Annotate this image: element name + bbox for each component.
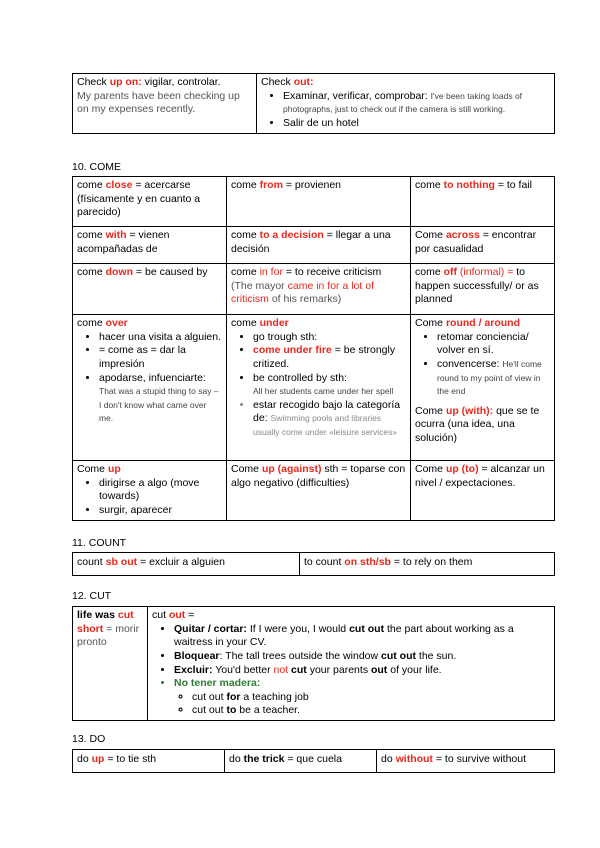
come-round-cell: Come round / around • retomar conciencia/ volver en sí. • convencerse: He'll come round to my point of view in the end Come up (with): que se te ocurra (una idea, una solución)	[411, 315, 555, 461]
cut-short-cell: life was cut short = morir pronto	[73, 607, 148, 721]
check-up-on-cell: Check up on: vigilar, controlar. My parents have been checking up on my expenses recently.	[73, 74, 257, 134]
count-sb-out-cell: count sb out = excluir a alguien	[73, 553, 300, 576]
come-down-cell: come down = be caused by	[73, 264, 227, 315]
list-item: • Excluir: You'd better not cut your parents out of your life.	[174, 664, 550, 678]
list-item: ◦ cut out for a teaching job	[192, 691, 550, 705]
list-item: • retomar conciencia/ volver en sí.	[437, 331, 550, 358]
come-to-nothing-cell: come to nothing = to fail	[411, 177, 555, 227]
section-heading-do: 13. DO	[72, 733, 106, 745]
list-item: • No tener madera: ◦ cut out for a teaching job ◦ cut out to be a teacher.	[174, 677, 550, 718]
come-in-for-cell: come in for = to receive criticism (The mayor came in for a lot of criticism of his remarks)	[227, 264, 411, 315]
list-item: ◦ cut out to be a teacher.	[192, 704, 550, 718]
do-trick-cell: do the trick = que cuela	[225, 750, 377, 773]
come-with-cell: come with = vienen acompañadas de	[73, 227, 227, 264]
cut-table	[72, 606, 555, 721]
list-item: • Bloquear: The tall trees outside the window cut out the sun.	[174, 650, 550, 664]
list-item: • be controlled by sth: All her students came under her spell	[253, 372, 406, 399]
count-on-cell: to count on sth/sb = to rely on them	[300, 553, 555, 576]
list-item: • Examinar, verificar, comprobar: I've been taking loads of photographs, just to check out if the camera is still working.	[283, 90, 550, 117]
come-up-to-cell: Come up (to) = alcanzar un nivel / expectaciones.	[411, 461, 555, 521]
come-over-cell: come over • hacer una visita a alguien. • = come as = dar la impresión • apodarse, infuenciarte: That was a stupid thing to say – I don't know what came over me.	[73, 315, 227, 461]
section-heading-count: 11. COUNT	[72, 537, 127, 549]
list-item: • estar recogido bajo la categoría de: Swimming pools and libraries usually come under «leisure services»	[253, 399, 406, 440]
list-item: • = come as = dar la impresión	[99, 344, 222, 371]
come-table	[72, 176, 555, 521]
do-table	[72, 749, 555, 773]
list-item: • Salir de un hotel	[283, 117, 550, 131]
list-item: • apodarse, infuenciarte: That was a stupid thing to say – I don't know what came over me.	[99, 372, 222, 427]
do-up-cell: do up = to tie sth	[73, 750, 225, 773]
list-item: • Quitar / cortar: If I were you, I would cut out the part about working as a waitress in your CV.	[174, 623, 550, 650]
come-up-with: Come up (with): que se te ocurra (una idea, una solución)	[415, 404, 540, 445]
come-off-cell: come off (informal) = to happen successfully/ or as planned	[411, 264, 555, 315]
list-item: • go trough sth:	[253, 331, 406, 345]
list-item: • surgir, aparecer	[99, 504, 222, 518]
come-up-cell: Come up • dirigirse a algo (move towards) • surgir, aparecer	[73, 461, 227, 521]
come-to-decision-cell: come to a decision = llegar a una decisión	[227, 227, 411, 264]
come-from-cell: come from = provienen	[227, 177, 411, 227]
cut-out-cell: cut out = • Quitar / cortar: If I were you, I would cut out the part about working as a waitress in your CV. • Bloquear: The tall trees outside the window cut out the sun. • Excluir: You'd better not cut your parents out of your life. • No tener madera: ◦ cut out for a teaching job ◦ cut out to be a teacher.	[148, 607, 555, 721]
example: My parents have been checking up on my expenses recently.	[77, 89, 240, 116]
list-item: • come under fire = be strongly critized.	[253, 344, 406, 371]
list-item: • dirigirse a algo (move towards)	[99, 477, 222, 504]
section-heading-cut: 12. CUT	[72, 590, 112, 602]
check-out-cell: Check out: • Examinar, verificar, comprobar: I've been taking loads of photographs, just to check out if the camera is still working. • Salir de un hotel	[257, 74, 555, 134]
come-up-against-cell: Come up (against) sth = toparse con algo negativo (difficulties)	[227, 461, 411, 521]
check-table	[72, 73, 555, 134]
list-item: • hacer una visita a alguien.	[99, 331, 222, 345]
list-item: • convencerse: He'll come round to my point of view in the end	[437, 358, 550, 399]
section-heading-come: 10. COME	[72, 161, 122, 173]
come-close-cell: come close = acercarse (físicamente y en cuanto a parecido)	[73, 177, 227, 227]
count-table	[72, 552, 555, 576]
do-without-cell: do without = to survive without	[377, 750, 555, 773]
come-under-cell: come under • go trough sth: • come under fire = be strongly critized. • be controlled by sth: All her students came under her spell • estar recogido bajo la categoría de: Swimming pools and libraries usually come under «leisure services»	[227, 315, 411, 461]
come-across-cell: Come across = encontrar por casualidad	[411, 227, 555, 264]
